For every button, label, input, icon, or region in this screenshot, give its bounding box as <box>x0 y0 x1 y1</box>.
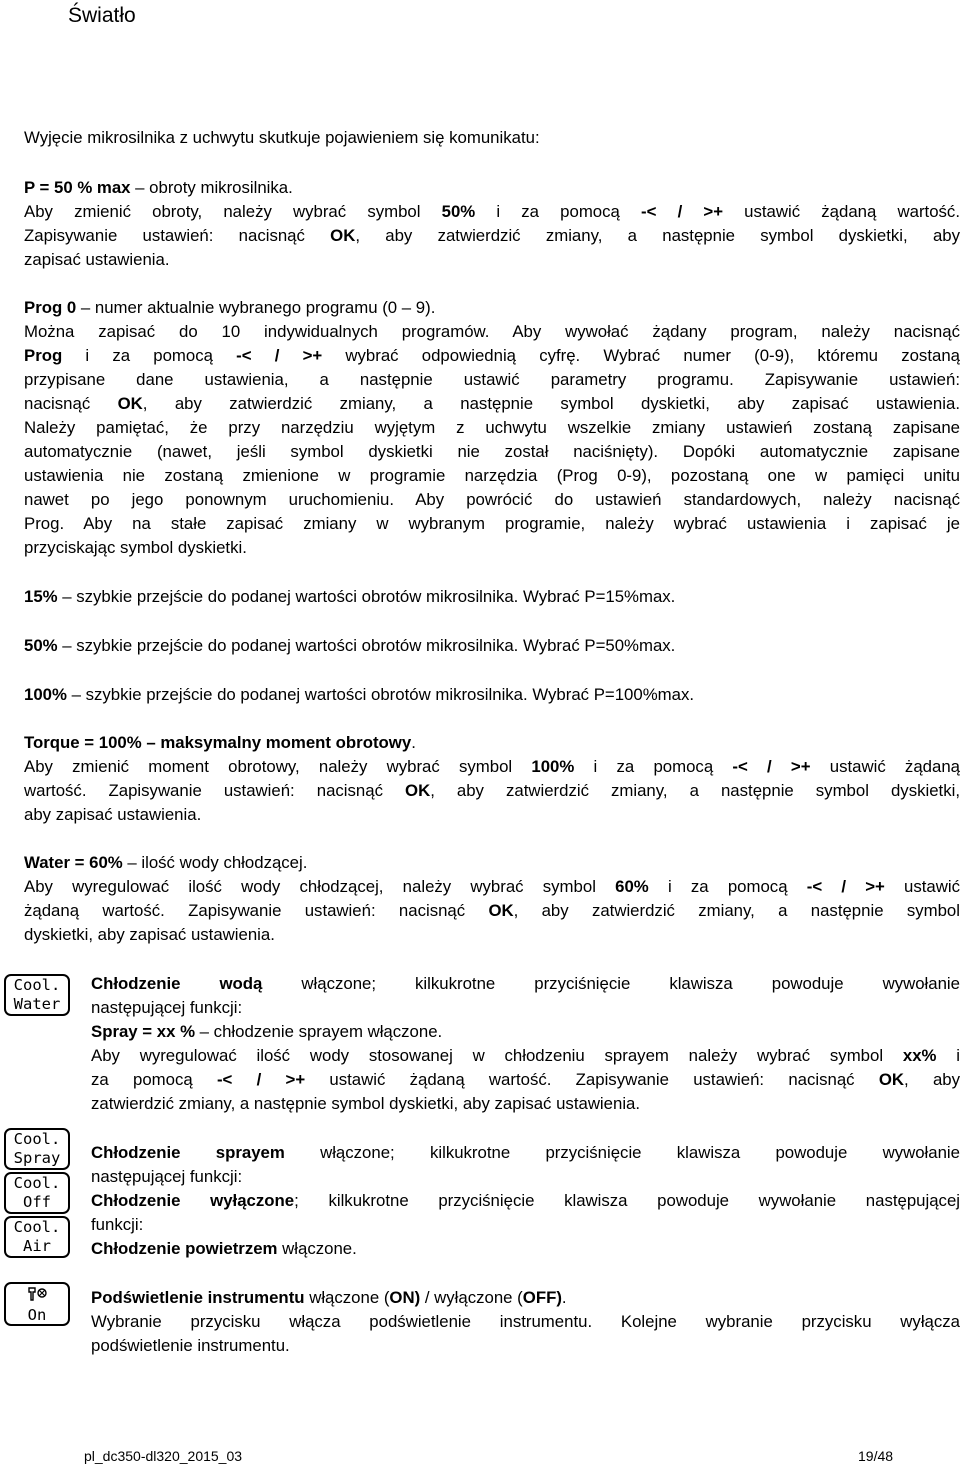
cool-spray-icon: Cool. Spray <box>4 1128 70 1170</box>
paragraph-line: Można zapisać do 10 indywidualnych programów. Aby wywołać żądany program, należy nacisnąć <box>24 322 960 341</box>
paragraph-line: Aby zmienić moment obrotowy, należy wybrać symbol 100% i za pomocą -< / >+ ustawić żądaną <box>24 757 960 776</box>
paragraph-line: podświetlenie instrumentu. <box>91 1336 290 1355</box>
light-bulb-icon <box>25 1286 49 1306</box>
paragraph-line: dyskietki, aby zapisać ustawienia. <box>24 925 275 944</box>
cool-air-icon: Cool. Air <box>4 1216 70 1258</box>
paragraph-line: Podświetlenie instrumentu włączone (ON) / wyłączone (OFF). <box>91 1288 567 1307</box>
paragraph-line: nawet po jego ponownym uruchomieniu. Aby powrócić do ustawień standardowych, należy nacisnąć <box>24 490 960 509</box>
paragraph-line: 50% – szybkie przejście do podanej wartości obrotów mikrosilnika. Wybrać P=50%max. <box>24 636 676 655</box>
paragraph-line: P = 50 % max – obroty mikrosilnika. <box>24 178 293 197</box>
paragraph-line: Prog. Aby na stałe zapisać zmiany w wybranym programie, należy wybrać ustawienia i zapisać je <box>24 514 960 533</box>
paragraph-line: Prog 0 – numer aktualnie wybranego programu (0 – 9). <box>24 298 436 317</box>
cool-water-icon: Cool. Water <box>4 974 70 1016</box>
paragraph-line: aby zapisać ustawienia. <box>24 805 202 824</box>
paragraph-line: Chłodzenie wodą włączone; kilkukrotne przyciśnięcie klawisza powoduje wywołanie <box>91 974 960 993</box>
page-header-title: Światło <box>68 4 136 27</box>
paragraph-line: zatwierdzić zmiany, a następnie symbol dyskietki, aby zapisać ustawienia. <box>91 1094 641 1113</box>
paragraph-line: Aby zmienić obroty, należy wybrać symbol 50% i za pomocą -< / >+ ustawić żądaną wartość. <box>24 202 960 221</box>
paragraph-line: funkcji: <box>91 1215 144 1234</box>
paragraph-line: 100% – szybkie przejście do podanej wartości obrotów mikrosilnika. Wybrać P=100%max. <box>24 685 695 704</box>
paragraph-line: Chłodzenie powietrzem włączone. <box>91 1239 357 1258</box>
paragraph-line: Torque = 100% – maksymalny moment obrotowy. <box>24 733 416 752</box>
paragraph-line: za pomocą -< / >+ ustawić żądaną wartość. Zapisywanie ustawień: nacisnąć OK, aby <box>91 1070 960 1089</box>
paragraph-line: Chłodzenie wyłączone; kilkukrotne przyciśnięcie klawisza powoduje wywołanie następującej <box>91 1191 960 1210</box>
paragraph-line: następującej funkcji: <box>91 1167 243 1186</box>
paragraph-line: Wybranie przycisku włącza podświetlenie instrumentu. Kolejne wybranie przycisku wyłącza <box>91 1312 960 1331</box>
paragraph-line: Aby wyregulować ilość wody stosowanej w chłodzeniu sprayem należy wybrać symbol xx% i <box>91 1046 960 1065</box>
paragraph-line: przypisane dane ustawienia, a następnie ustawić parametry programu. Zapisywanie ustawień: <box>24 370 960 389</box>
paragraph-line: Prog i za pomocą -< / >+ wybrać odpowiednią cyfrę. Wybrać numer (0-9), któremu zostaną <box>24 346 960 365</box>
paragraph-line: nacisnąć OK, aby zatwierdzić zmiany, a następnie symbol dyskietki, aby zapisać ustawienia. <box>24 394 960 413</box>
paragraph-line: Spray = xx % – chłodzenie sprayem włączone. <box>91 1022 443 1041</box>
paragraph-line: Water = 60% – ilość wody chłodzącej. <box>24 853 308 872</box>
paragraph-line: ustawienia nie zostaną zmienione w programie narzędzia (Prog 0-9), pozostaną one w pamięci unitu <box>24 466 960 485</box>
paragraph-line: przyciskając symbol dyskietki. <box>24 538 247 557</box>
paragraph-line: automatycznie (nawet, jeśli symbol dyskietki nie został naciśnięty). Dopóki automatycznie zapisane <box>24 442 960 461</box>
paragraph-line: Wyjęcie mikrosilnika z uchwytu skutkuje pojawieniem się komunikatu: <box>24 128 540 147</box>
paragraph-line: 15% – szybkie przejście do podanej wartości obrotów mikrosilnika. Wybrać P=15%max. <box>24 587 676 606</box>
paragraph-line: następującej funkcji: <box>91 998 243 1017</box>
cool-off-icon: Cool. Off <box>4 1172 70 1214</box>
paragraph-line: Zapisywanie ustawień: nacisnąć OK, aby zatwierdzić zmiany, a następnie symbol dyskietki, aby <box>24 226 960 245</box>
paragraph-line: Chłodzenie sprayem włączone; kilkukrotne przyciśnięcie klawisza powoduje wywołanie <box>91 1143 960 1162</box>
paragraph-line: Należy pamiętać, że przy narzędziu wyjętym z uchwytu wszelkie zmiany ustawień zostaną zapisane <box>24 418 960 437</box>
paragraph-line: wartość. Zapisywanie ustawień: nacisnąć OK, aby zatwierdzić zmiany, a następnie symbol dyskietki, <box>24 781 960 800</box>
instrument-light-icon: On <box>4 1282 70 1326</box>
paragraph-line: zapisać ustawienia. <box>24 250 170 269</box>
paragraph-line: Aby wyregulować ilość wody chłodzącej, należy wybrać symbol 60% i za pomocą -< / >+ ustawić <box>24 877 960 896</box>
footer-doc-id: pl_dc350-dl320_2015_03 <box>84 1448 243 1464</box>
paragraph-line: żądaną wartość. Zapisywanie ustawień: nacisnąć OK, aby zatwierdzić zmiany, a następnie symbol <box>24 901 960 920</box>
footer-page-number: 19/48 <box>858 1448 894 1464</box>
